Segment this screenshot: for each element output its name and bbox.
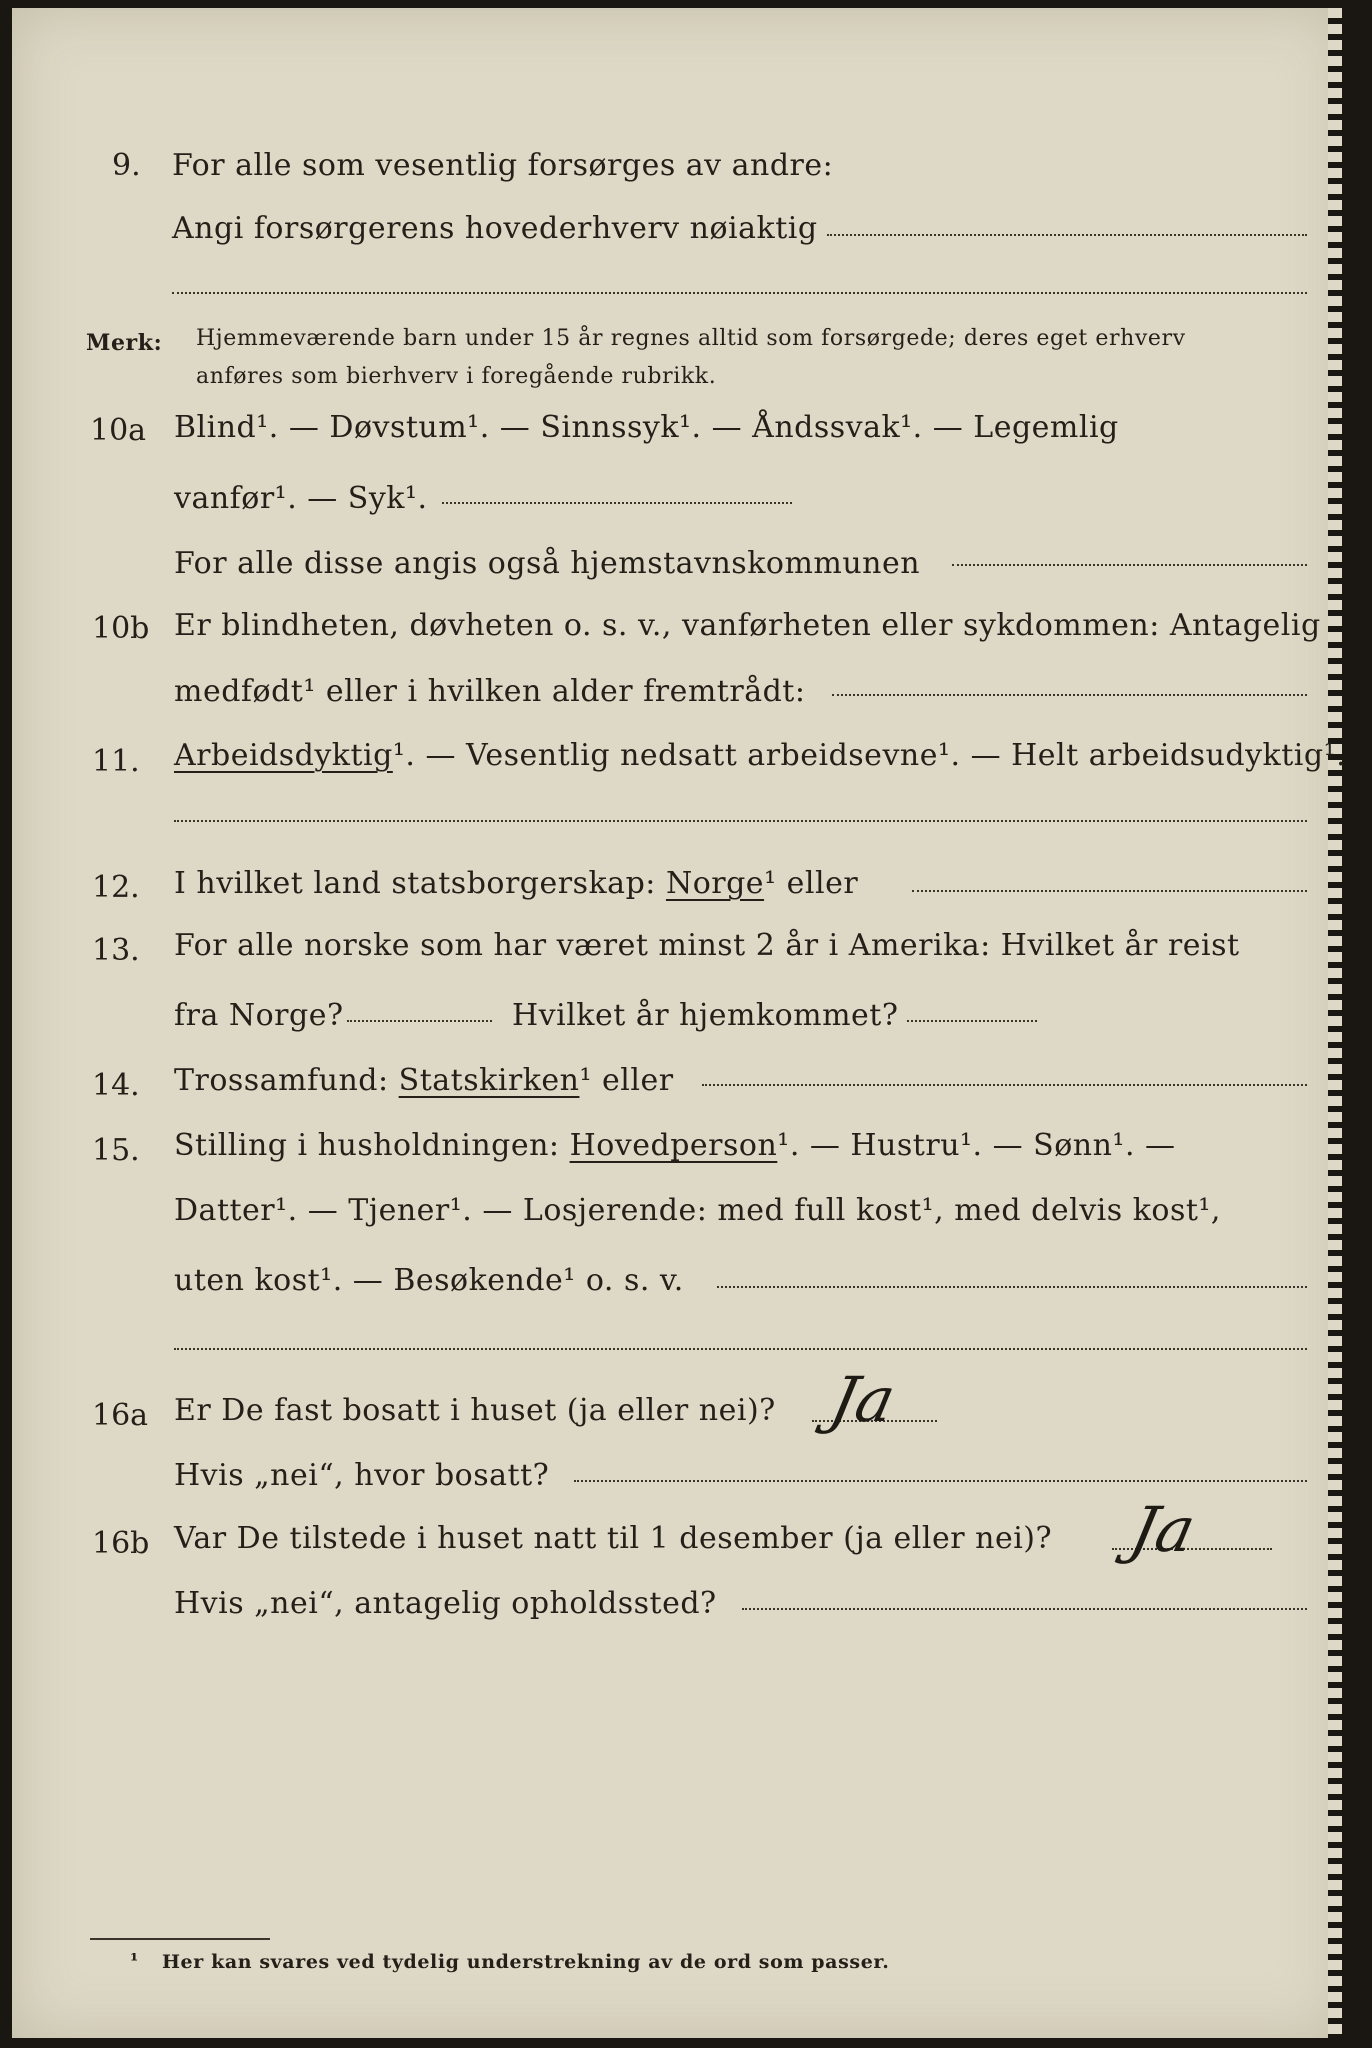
footnote-text: Her kan svares ved tydelig understrekning av de ord som passer. bbox=[162, 1951, 890, 1973]
q11-number: 11. bbox=[92, 744, 140, 779]
q10b-answer-line bbox=[832, 694, 1307, 696]
q10a-hometown-line bbox=[952, 564, 1307, 566]
q16b-line2: Hvis „nei“, antagelig opholdssted? bbox=[174, 1586, 717, 1621]
q12-suffix: ¹ eller bbox=[764, 866, 859, 901]
q12-number: 12. bbox=[92, 870, 140, 905]
q9-answer-line bbox=[827, 234, 1307, 236]
q14-answer-line bbox=[702, 1084, 1307, 1086]
merk-line1: Hjemmeværende barn under 15 år regnes alltid som forsørgede; deres eget erhverv bbox=[196, 326, 1186, 351]
q11-line bbox=[174, 738, 1346, 773]
q15-number: 15. bbox=[92, 1133, 140, 1168]
q15-line1 bbox=[174, 1128, 1176, 1163]
census-form-page bbox=[12, 8, 1347, 2038]
q14-prefix: Trossamfund: bbox=[174, 1063, 389, 1098]
q16b-location-line bbox=[742, 1608, 1307, 1610]
q15-rest: ¹. — Hustru¹. — Sønn¹. — bbox=[777, 1128, 1176, 1163]
q13-line2a: fra Norge? bbox=[174, 998, 344, 1033]
q14-selected-option: Statskirken bbox=[398, 1063, 580, 1098]
q9-line2: Angi forsørgerens hovederhverv nøiaktig bbox=[172, 211, 818, 246]
q10a-number: 10a bbox=[90, 413, 147, 448]
q16a-line1: Er De fast bosatt i huset (ja eller nei)? bbox=[174, 1393, 776, 1428]
q13-return-line bbox=[907, 1020, 1037, 1022]
q15-answer-line-2 bbox=[174, 1348, 1307, 1350]
q10a-line2: vanfør¹. — Syk¹. bbox=[174, 481, 428, 516]
perforated-edge bbox=[1328, 8, 1342, 2038]
merk-line2: anføres som bierhverv i foregående rubrikk. bbox=[196, 364, 717, 389]
merk-label: Merk: bbox=[86, 330, 163, 356]
q16a-line2: Hvis „nei“, hvor bosatt? bbox=[174, 1458, 550, 1493]
q10b-number: 10b bbox=[92, 611, 150, 646]
q9-number: 9. bbox=[112, 148, 141, 183]
q12-answer-line bbox=[912, 890, 1307, 892]
q16b-number: 16b bbox=[92, 1526, 150, 1561]
q10a-line3: For alle disse angis også hjemstavnskommunen bbox=[174, 546, 921, 581]
q13-number: 13. bbox=[92, 933, 140, 968]
q13-line1: For alle norske som har været minst 2 år i Amerika: Hvilket år reist bbox=[174, 928, 1240, 963]
q14-suffix: ¹ eller bbox=[579, 1063, 674, 1098]
footnote-mark: ¹ bbox=[130, 1950, 139, 1972]
q16a-handwritten-answer: Ja bbox=[824, 1363, 902, 1436]
footnote-rule bbox=[90, 1938, 270, 1940]
q15-line2: Datter¹. — Tjener¹. — Losjerende: med full kost¹, med delvis kost¹, bbox=[174, 1193, 1221, 1228]
q12-prefix: I hvilket land statsborgerskap: bbox=[174, 866, 656, 901]
q15-answer-line bbox=[717, 1286, 1307, 1288]
q16b-handwritten-answer: Ja bbox=[1124, 1493, 1202, 1566]
q9-answer-line-2 bbox=[172, 292, 1307, 294]
q14-line bbox=[174, 1063, 674, 1098]
q15-prefix: Stilling i husholdningen: bbox=[174, 1128, 560, 1163]
q12-selected-option: Norge bbox=[665, 866, 765, 901]
q15-selected-option: Hovedperson bbox=[569, 1128, 778, 1163]
q11-answer-line bbox=[174, 820, 1307, 822]
q16b-line1: Var De tilstede i huset natt til 1 desember (ja eller nei)? bbox=[174, 1521, 1053, 1556]
q10b-line2: medfødt¹ eller i hvilken alder fremtrådt: bbox=[174, 674, 806, 709]
q12-line bbox=[174, 866, 858, 901]
q11-rest: ¹. — Vesentlig nedsatt arbeidsevne¹. — Helt arbeidsudyktig¹. bbox=[392, 738, 1347, 773]
q10b-line1: Er blindheten, døvheten o. s. v., vanførheten eller sykdommen: Antagelig bbox=[174, 608, 1321, 643]
q16a-number: 16a bbox=[92, 1398, 149, 1433]
q15-line3: uten kost¹. — Besøkende¹ o. s. v. bbox=[174, 1263, 684, 1298]
q11-selected-option: Arbeidsdyktig bbox=[174, 738, 393, 773]
q10a-answer-line bbox=[442, 502, 792, 504]
q9-line1: For alle som vesentlig forsørges av andre: bbox=[172, 148, 834, 183]
q10a-line1: Blind¹. — Døvstum¹. — Sinnssyk¹. — Åndssvak¹. — Legemlig bbox=[174, 410, 1119, 445]
q16a-residence-line bbox=[574, 1480, 1307, 1482]
q13-line2b: Hvilket år hjemkommet? bbox=[512, 998, 899, 1033]
q14-number: 14. bbox=[92, 1068, 140, 1103]
q13-departure-line bbox=[347, 1020, 492, 1022]
